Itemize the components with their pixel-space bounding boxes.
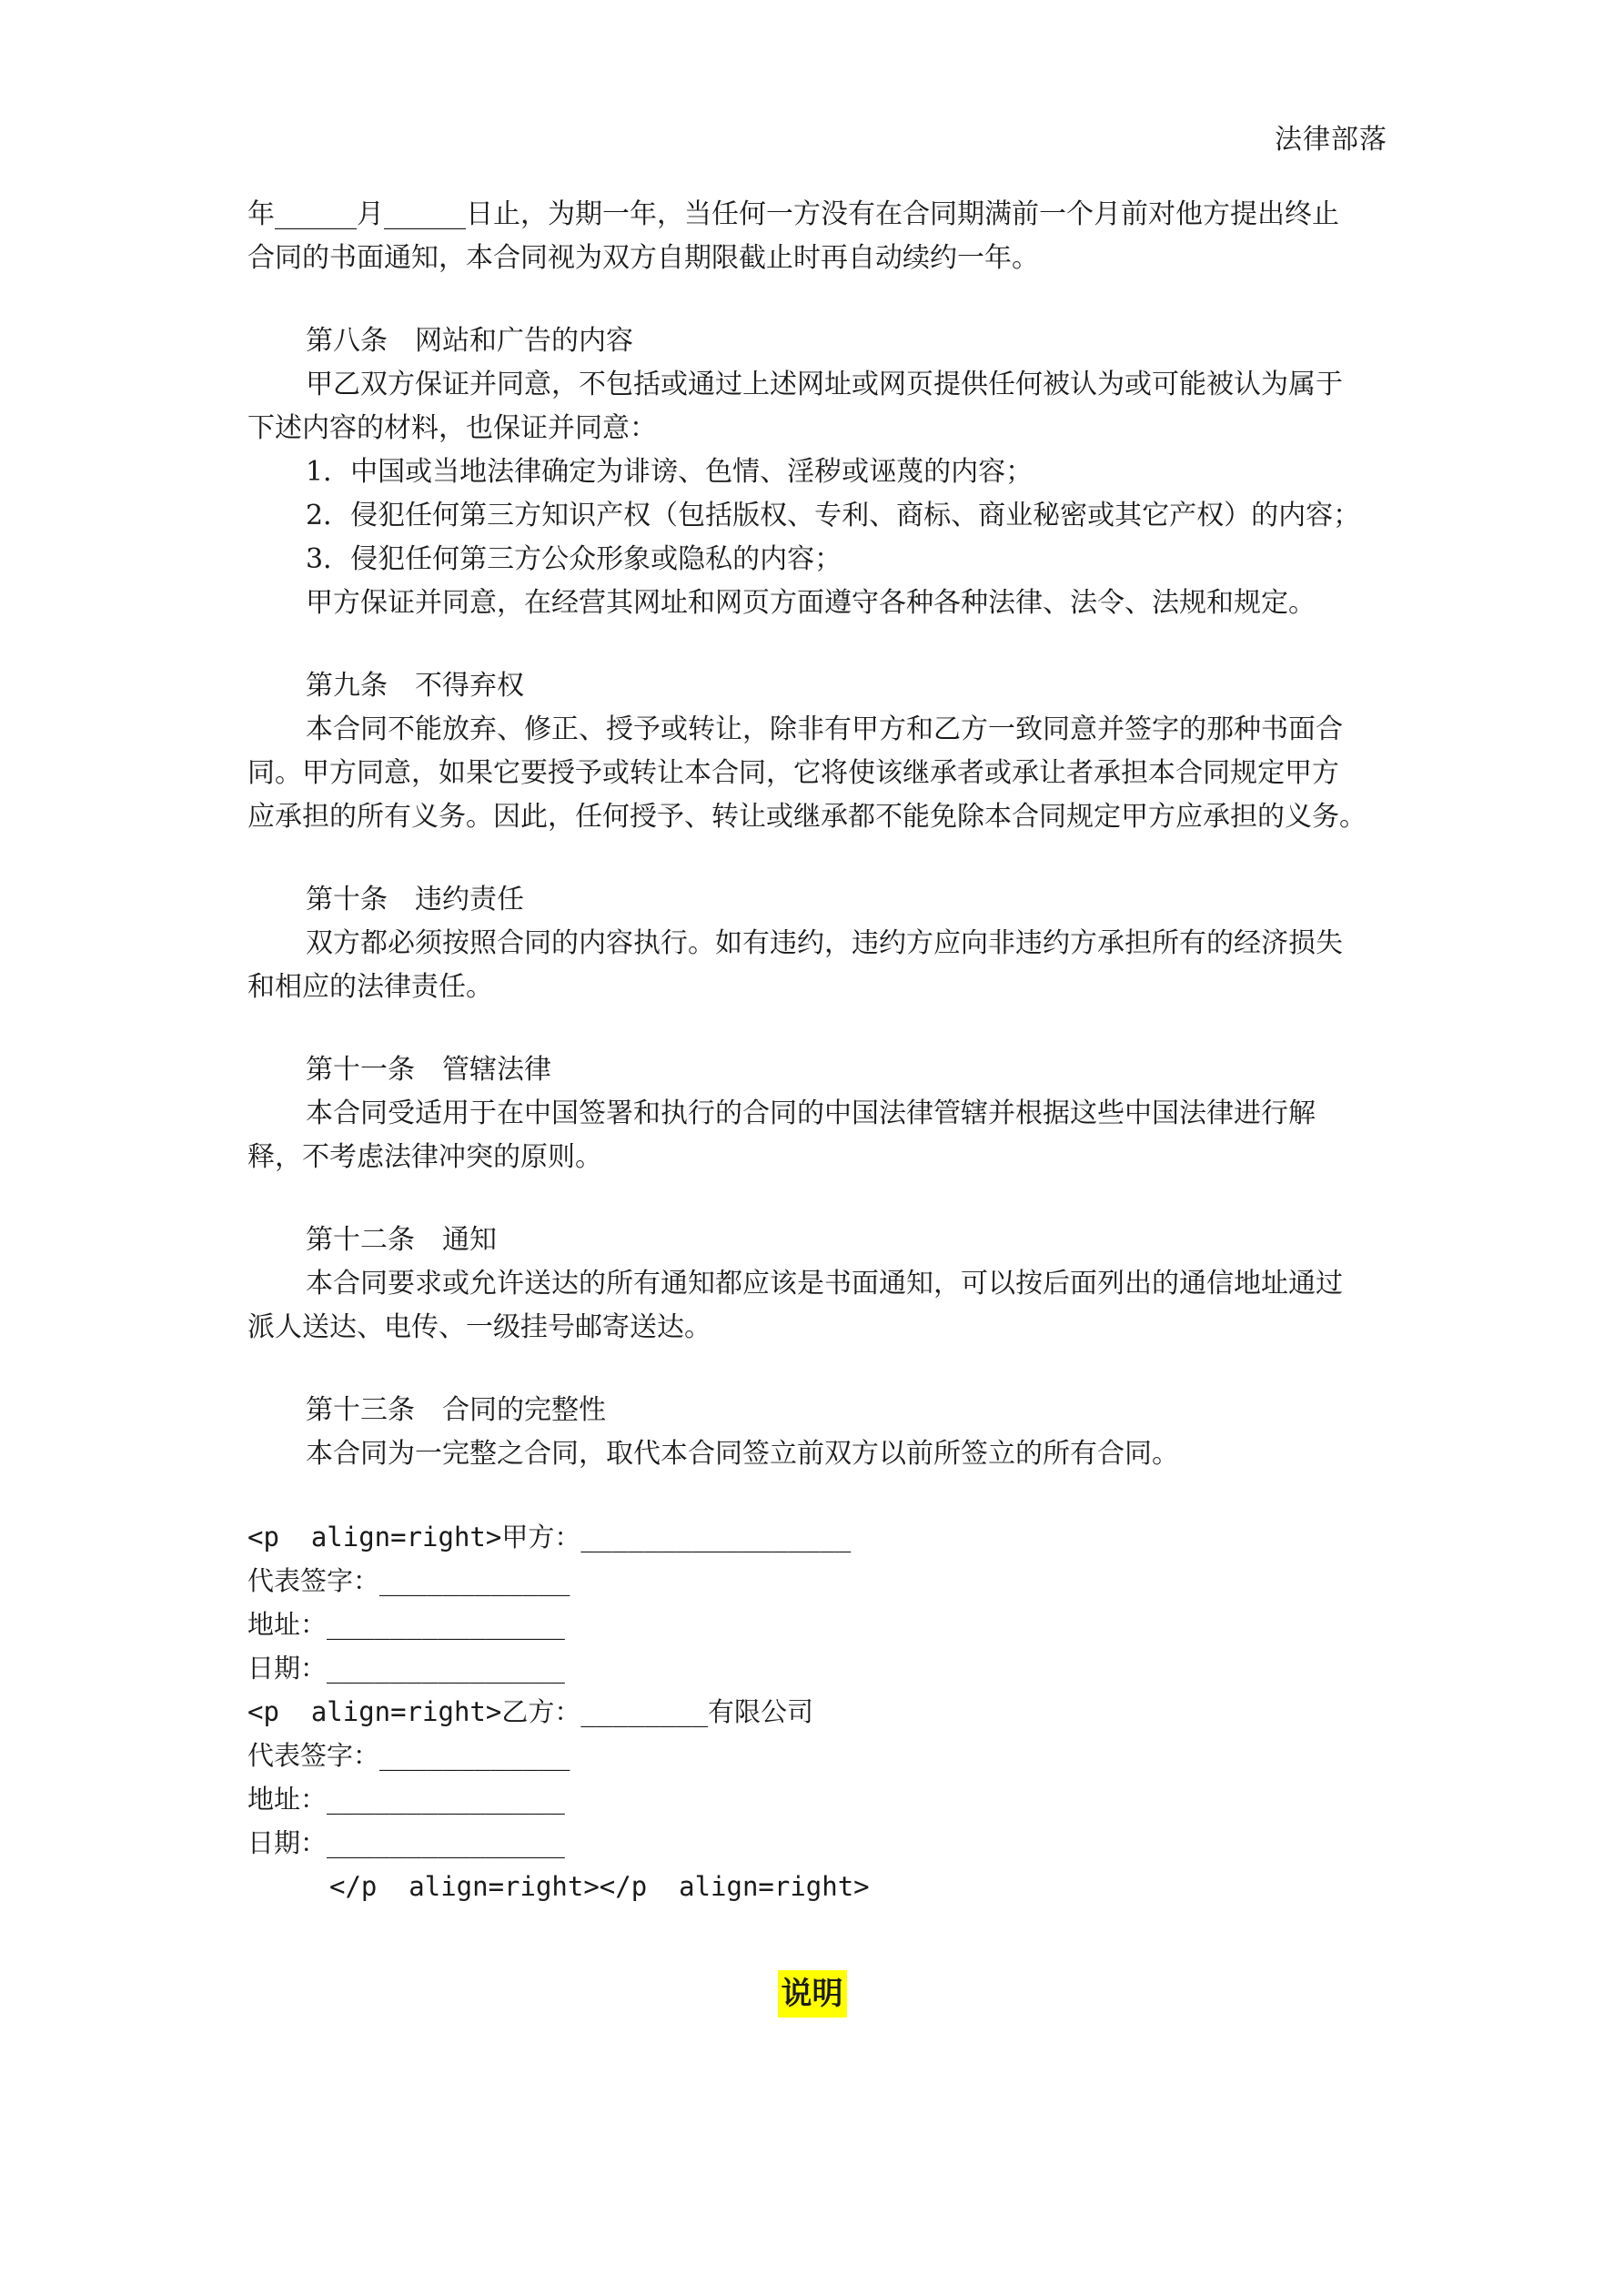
party-a-address-line: 地址：_______________ — [247, 1609, 565, 1640]
party-b-rep-line: 代表签字：____________ — [247, 1740, 570, 1771]
paragraph-line: 派人送达、电传、一级挂号邮寄送达。 — [247, 1311, 711, 1343]
party-b-line: <p align=right>乙方：________有限公司 — [247, 1696, 814, 1727]
intro-line: 年______月______日止，为期一年，当任何一方没有在合同期满前一个月前对他方提出终止 — [247, 198, 1339, 230]
party-a-rep-line: 代表签字：____________ — [247, 1565, 570, 1596]
paragraph-line: 甲乙双方保证并同意，不包括或通过上述网址或网页提供任何被认为或可能被认为属于 — [306, 369, 1343, 400]
party-b-date-line: 日期：_______________ — [247, 1827, 565, 1858]
paragraph-line: 释，不考虑法律冲突的原则。 — [247, 1141, 602, 1173]
party-a-line: <p align=right>甲方：_________________ — [247, 1522, 852, 1553]
paragraph-line: 双方都必须按照合同的内容执行。如有违约，违约方应向非违约方承担所有的经济损失 — [306, 927, 1343, 959]
article-title: 第十二条 通知 — [306, 1224, 497, 1256]
paragraph-line: 下述内容的材料，也保证并同意： — [247, 412, 657, 444]
list-item: 2．侵犯任何第三方知识产权（包括版权、专利、商标、商业秘密或其它产权）的内容； — [306, 500, 1361, 531]
note-heading — [0, 1968, 1624, 2013]
list-item: 3．侵犯任何第三方公众形象或隐私的内容； — [306, 543, 842, 575]
article-title: 第九条 不得弃权 — [306, 670, 524, 702]
document-body — [247, 193, 1389, 1908]
paragraph-line: 甲方保证并同意，在经营其网址和网页方面遵守各种各种法律、法令、法规和规定。 — [306, 587, 1316, 619]
paragraph-line: 本合同不能放弃、修正、授予或转让，除非有甲方和乙方一致同意并签字的那种书面合 — [306, 713, 1343, 745]
article-title: 第十一条 管辖法律 — [306, 1054, 551, 1086]
paragraph-line: 应承担的所有义务。因此，任何授予、转让或继承都不能免除本合同规定甲方应承担的义务。 — [247, 801, 1367, 833]
party-b-address-line: 地址：_______________ — [247, 1784, 565, 1815]
article-title: 第八条 网站和广告的内容 — [306, 325, 633, 357]
closing-tags: </p align=right></p align=right> — [329, 1871, 870, 1902]
note-label: 说明 — [778, 1970, 847, 2018]
intro-line: 合同的书面通知，本合同视为双方自期限截止时再自动续约一年。 — [247, 242, 1039, 274]
paragraph-line: 本合同受适用于在中国签署和执行的合同的中国法律管辖并根据这些中国法律进行解 — [306, 1097, 1316, 1129]
article-title: 第十条 违约责任 — [306, 884, 524, 915]
party-a-date-line: 日期：_______________ — [247, 1653, 565, 1684]
article-title: 第十三条 合同的完整性 — [306, 1394, 606, 1426]
list-item: 1．中国或当地法律确定为诽谤、色情、淫秽或诬蔑的内容； — [306, 456, 1034, 488]
paragraph-line: 本合同为一完整之合同，取代本合同签立前双方以前所签立的所有合同。 — [306, 1438, 1179, 1470]
paragraph-line: 同。甲方同意，如果它要授予或转让本合同，它将使该继承者或承让者承担本合同规定甲方 — [247, 757, 1339, 789]
paragraph-line: 和相应的法律责任。 — [247, 971, 493, 1003]
paragraph-line: 本合同要求或允许送达的所有通知都应该是书面通知，可以按后面列出的通信地址通过 — [306, 1268, 1343, 1300]
site-header: 法律部落 — [1275, 124, 1387, 156]
